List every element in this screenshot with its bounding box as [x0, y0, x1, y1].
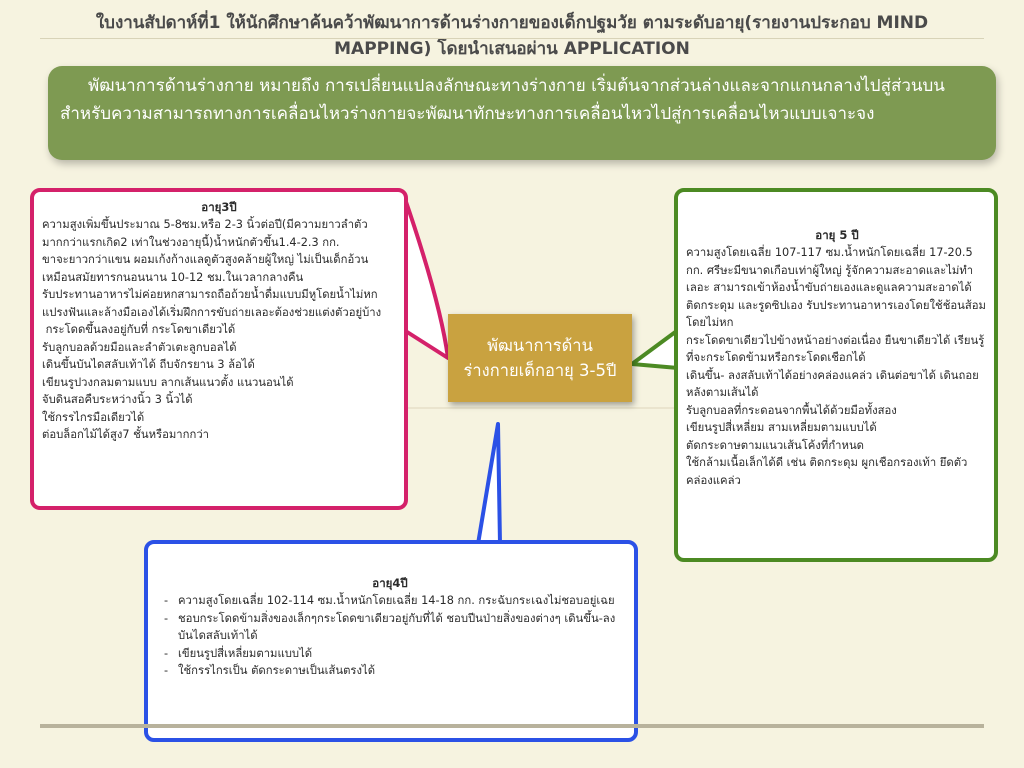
age-5-card [674, 188, 998, 562]
age-3-line: เขียนรูปวงกลมตามแบบ ลากเส้นแนวตั้ง แนวนอนได้ [42, 375, 294, 389]
footer-bar [40, 724, 984, 728]
age-3-line: ต่อบล็อกไม้ได้สูง7 ชั้นหรือมากกว่า [42, 428, 210, 441]
age4-connector [478, 424, 500, 544]
age-3-line: กระโดดขึ้นลงอยู่กับที่ กระโดขาเดียวได้ [42, 323, 236, 336]
title-line-1: ใบงานสัปดาห์ที่1 ให้นักศึกษาค้นคว้าพัฒนาการด้านร่างกายของเด็กปฐมวัย ตามระดับอายุ(รายงานประกอบ MIND [95, 13, 929, 33]
age-5-line: ใช้กล้ามเนื้อเล็กได้ดี เช่น ติดกระดุม ผูกเชือกรองเท้า ยึดตัว คล่องแคล่ว [686, 456, 968, 487]
age3-connector [404, 196, 448, 358]
definition-banner: พัฒนาการด้านร่างกาย หมายถึง การเปลี่ยนแปลงลักษณะทางร่างกาย เริ่มต้นจากส่วนล่างและจากแกนกลางไปสู่ส่วนบน สำหรับความสามารถทางการเคลื่อนไหวร่างกายจะพัฒนาทักษะทางการเคลื่อนไหวไปสู่การเคลื่อนไหวแบบเจาะจง [48, 66, 996, 160]
age-4-heading: อายุ4ปี [372, 576, 408, 590]
age-5-line: ความสูงโดยเฉลี่ย 107-117 ซม.น้ำหนักโดยเฉลี่ย 17-20.5 กก. ศรีษะมีขนาดเกือบเท่าผู้ใหญ่ รู้จักความสะอาดและไม่ทำเลอะ สามารถเข้าห้องน้ำขับถ่ายเองและดูแลความสะอาดได้ [686, 246, 974, 294]
age-5-line: เดินขึ้น- ลงสลับเท้าได้อย่างคล่องแคล่ว เดินต่อขาได้ เดินถอยหลังตามเส้นได้ [686, 368, 979, 399]
age-3-card [30, 188, 408, 510]
age-3-line: ใช้กรรไกรมือเดียวได้ [42, 410, 145, 424]
age-4-card [144, 540, 638, 742]
age-4-item: - ใช้กรรไกรเป็น ตัดกระดาษเป็นเส้นตรงได้ [156, 662, 624, 680]
age-5-line: ติดกระดุม และรูดซิปเอง รับประทานอาหารเองโดยใช้ช้อนส้อมโดยไม่หก [686, 298, 987, 329]
age-3-line: รับลูกบอลด้วยมือและลำตัวเตะลูกบอลได้ [42, 340, 237, 354]
central-topic-node [448, 314, 632, 402]
age-3-heading: อายุ3ปี [201, 200, 237, 214]
age-5-heading: อายุ 5 ปี [815, 228, 859, 242]
age-5-line: รับลูกบอลที่กระดอนจากพื้นได้ด้วยมือทั้งสอง [686, 403, 897, 417]
age-3-line: ขาจะยาวกว่าแขน ผอมเก้งก้างแลดูตัวสูงคล้ายผู้ใหญ่ ไม่เป็นเด็กอ้วนเหมือนสมัยทารกนอนนาน 10-12 ชม.ในเวลากลางคืน [42, 253, 369, 284]
age-3-line: จับดินสอคืบระหว่างนิ้ว 3 นิ้วได้ [42, 393, 193, 406]
age-4-item: - ความสูงโดยเฉลี่ย 102-114 ซม.น้ำหนักโดยเฉลี่ย 14-18 กก. กระฉับกระเฉงไม่ชอบอยู่เฉย [156, 592, 624, 610]
age-5-line: เขียนรูปสี่เหลี่ยม สามเหลี่ยมตามแบบได้ [686, 421, 877, 434]
age-3-line: แปรงฟันและล้างมือเองได้เริ่มฝึกการขับถ่ายเลอะต้องช่วยแต่งตัวอยู่บ้าง [42, 305, 382, 319]
age-3-line: รับประทานอาหารไม่ค่อยหกสามารถถือถ้วยน้ำดื่มแบบมีหูโดยน้ำไม่หก [42, 288, 378, 301]
title-line-2: MAPPING) โดยนำเสนอผ่าน APPLICATION [334, 39, 690, 59]
age-4-item: - ชอบกระโดดข้ามสิ่งของเล็กๆกระโดดขาเดียวอยู่กับที่ได้ ชอบปีนป่ายสิ่งของต่างๆ เดินขึ้น-ลงบันไดสลับเท้าได้ [156, 610, 624, 645]
age-3-line: เดินขึ้นบันไดสลับเท้าได้ ถีบจักรยาน 3 ล้อได้ [42, 358, 255, 371]
age-5-line: กระโดดขาเดียวไปข้างหน้าอย่างต่อเนื่อง ยืนขาเดียวได้ เรียนรู้ที่จะกระโดดข้ามหรือกระโดดเชือกได้ [686, 333, 985, 364]
central-topic-line-2: ร่างกายเด็กอายุ 3-5ปี [463, 361, 617, 380]
age5-connector [632, 330, 678, 368]
central-topic-line-1: พัฒนาการด้าน [487, 336, 593, 355]
age-4-list [156, 592, 624, 680]
age-3-line: ความสูงเพิ่มขึ้นประมาณ 5-8ซม.หรือ 2-3 นิ้วต่อปี(มีความยาวลำตัวมากกว่าแรกเกิด2 เท่าในช่วงอายุนี้)น้ำหนักตัวขึ้น1.4-2.3 กก. [42, 218, 368, 249]
age-5-line: ตัดกระดาษตามแนวเส้นโค้งที่กำหนด [686, 438, 865, 452]
age-4-item: - เขียนรูปสี่เหลี่ยมตามแบบได้ [156, 645, 624, 663]
